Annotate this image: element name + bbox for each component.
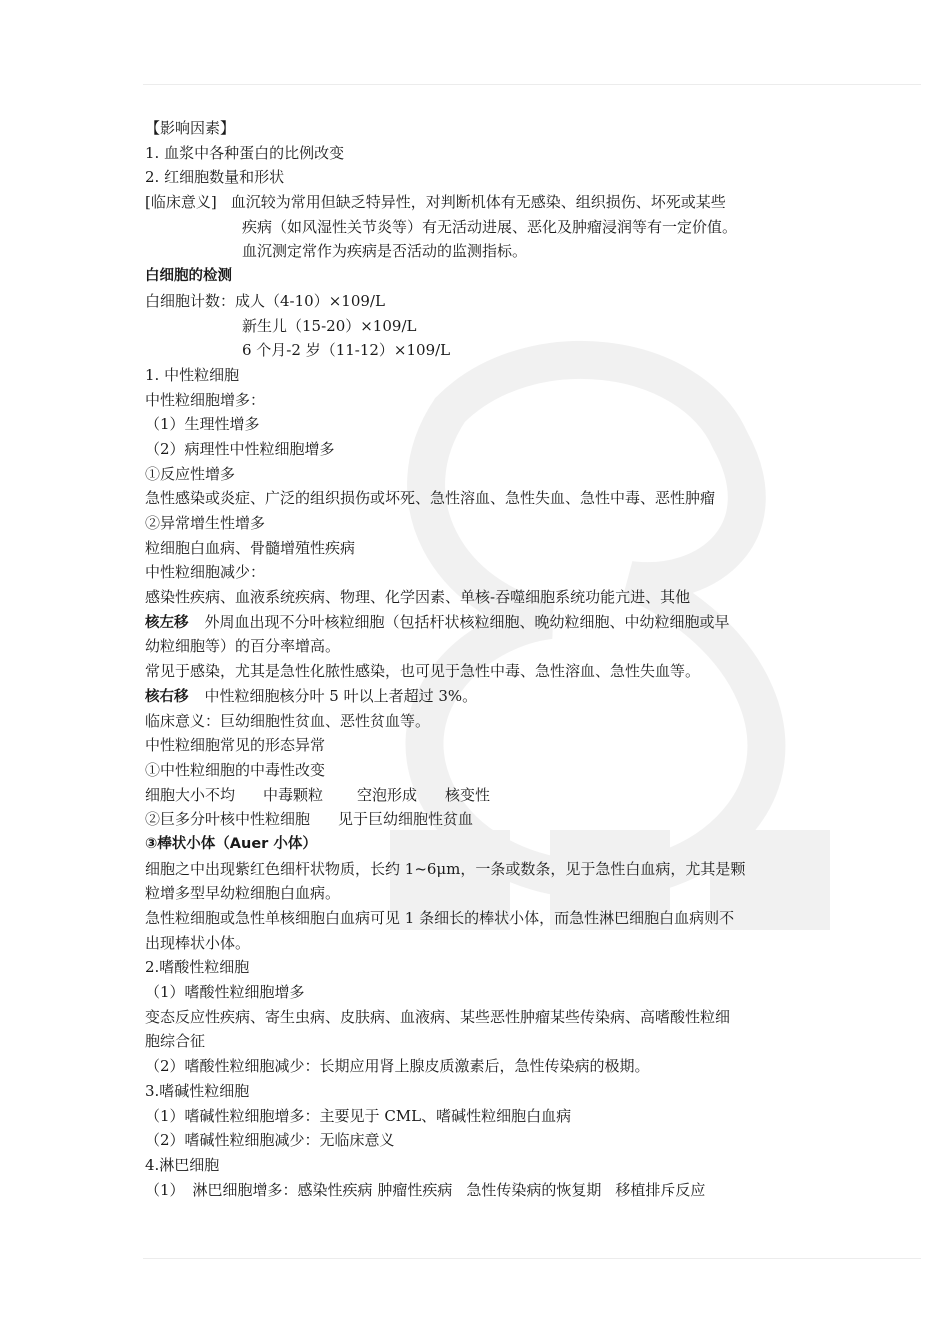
section-title-factors: 【影响因素】 xyxy=(145,119,236,137)
header-rule xyxy=(143,84,921,85)
clinical-significance-label: [临床意义] xyxy=(145,193,217,212)
section-title-wbc: 白细胞的检测 xyxy=(145,268,232,285)
lymphocyte-recovery: 急性传染病的恢复期 xyxy=(466,1180,602,1199)
neutrophil-increase-title: 中性粒细胞增多： xyxy=(145,390,266,409)
toxic-change-items xyxy=(145,783,815,808)
toxic-item-nuclear: 核变性 xyxy=(445,785,491,804)
right-shift-definition: 中性粒细胞核分叶 5 叶以上者超过 3%。 xyxy=(204,686,478,705)
neutrophil-physiological: （1）生理性增多 xyxy=(145,415,260,434)
lymphocyte-increase-causes: 淋巴细胞增多：感染性疾病 肿瘤性疾病 xyxy=(192,1180,453,1199)
wbc-count-label: 白细胞计数： xyxy=(145,291,236,310)
wbc-count-adult-value: 成人（4-10）×109/L xyxy=(235,291,385,310)
left-shift-line-2: 幼粒细胞等）的百分率增高。 xyxy=(145,637,341,656)
eosinophil-decrease: （2）嗜酸性粒细胞减少：长期应用肾上腺皮质激素后，急性传染病的极期。 xyxy=(145,1057,650,1076)
wbc-count-adult xyxy=(145,289,815,314)
morphology-abnormal-title: 中性粒细胞常见的形态异常 xyxy=(145,736,326,755)
reactive-increase: ①反应性增多 xyxy=(145,464,236,483)
heading-eosinophil: 2.嗜酸性粒细胞 xyxy=(145,958,250,977)
auer-body-desc-1: 细胞之中出现紫红色细杆状物质，长约 1~6μm，一条或数条，见于急性白血病，尤其是颗 xyxy=(145,859,746,878)
clinical-significance-line-2: 疾病（如风湿性关节炎等）有无活动进展、恶化及肿瘤浸润等有一定价值。 xyxy=(242,217,738,236)
lymphocyte-transplant: 移植排斥反应 xyxy=(615,1180,706,1199)
heading-neutrophil: 1. 中性粒细胞 xyxy=(145,365,240,384)
clinical-significance-line-1 xyxy=(145,190,815,215)
footer-rule xyxy=(143,1258,921,1259)
left-shift-definition: 外周血出现不分叶核粒细胞（包括杆状核粒细胞、晚幼粒细胞、中幼粒细胞或早 xyxy=(204,612,730,631)
toxic-item-granules: 中毒颗粒 xyxy=(263,785,324,804)
toxic-change-title: ①中性粒细胞的中毒性改变 xyxy=(145,760,326,779)
eosinophil-increase-title: （1）嗜酸性粒细胞增多 xyxy=(145,983,305,1002)
right-shift-line xyxy=(145,684,815,709)
right-shift-clinical: 临床意义：巨幼细胞性贫血、恶性贫血等。 xyxy=(145,711,431,730)
hypersegmented-term: ②巨多分叶核中性粒细胞 xyxy=(145,810,311,829)
lymphocyte-increase xyxy=(145,1178,815,1203)
clinical-significance-line-3: 血沉测定常作为疾病是否活动的监测指标。 xyxy=(242,242,528,261)
neutrophil-decrease-title: 中性粒细胞减少： xyxy=(145,563,266,582)
hypersegmented-line xyxy=(145,807,815,832)
heading-lymphocyte: 4.淋巴细胞 xyxy=(145,1155,220,1174)
left-shift-term: 核左移 xyxy=(145,614,189,631)
factor-item-1: 1. 血浆中各种蛋白的比例改变 xyxy=(145,143,345,162)
hypersegmented-note: 见于巨幼细胞性贫血 xyxy=(338,810,474,829)
auer-body-title: ③棒状小体（Auer 小体） xyxy=(145,835,317,852)
eosinophil-increase-causes-1: 变态反应性疾病、寄生虫病、皮肤病、血液病、某些恶性肿瘤某些传染病、高嗜酸性粒细 xyxy=(145,1007,731,1026)
basophil-increase: （1）嗜碱性粒细胞增多：主要见于 CML、嗜碱性粒细胞白血病 xyxy=(145,1106,572,1125)
reactive-increase-causes: 急性感染或炎症、广泛的组织损伤或坏死、急性溶血、急性失血、急性中毒、恶性肿瘤 xyxy=(145,489,716,508)
lymphocyte-item-number: （1） xyxy=(145,1180,185,1199)
abnormal-proliferative-increase: ②异常增生性增多 xyxy=(145,514,266,532)
clinical-significance-text-1: 血沉较为常用但缺乏特异性，对判断机体有无感染、组织损伤、坏死或某些 xyxy=(230,193,726,212)
toxic-item-vacuoles: 空泡形成 xyxy=(357,785,418,804)
neutrophil-decrease-causes: 感染性疾病、血液系统疾病、物理、化学因素、单核-吞噬细胞系统功能亢进、其他 xyxy=(145,588,691,607)
wbc-count-newborn: 新生儿（15-20）×109/L xyxy=(242,316,417,335)
eosinophil-increase-causes-2: 胞综合征 xyxy=(145,1032,206,1051)
abnormal-proliferative-causes: 粒细胞白血病、骨髓增殖性疾病 xyxy=(145,538,356,557)
left-shift-line-1 xyxy=(145,610,815,635)
neutrophil-pathological: （2）病理性中性粒细胞增多 xyxy=(145,439,335,458)
document-page xyxy=(145,116,815,1202)
wbc-count-infant: 6 个月-2 岁（11-12）×109/L xyxy=(242,341,451,360)
toxic-item-size: 细胞大小不均 xyxy=(145,785,236,804)
right-shift-term: 核右移 xyxy=(145,688,189,705)
auer-body-desc-4: 出现棒状小体。 xyxy=(145,933,251,952)
basophil-decrease: （2）嗜碱性粒细胞减少：无临床意义 xyxy=(145,1131,395,1150)
auer-body-desc-3: 急性粒细胞或急性单核细胞白血病可见 1 条细长的棒状小体，而急性淋巴细胞白血病则不 xyxy=(145,909,735,927)
factor-item-2: 2. 红细胞数量和形状 xyxy=(145,168,285,187)
left-shift-causes: 常见于感染，尤其是急性化脓性感染，也可见于急性中毒、急性溶血、急性失血等。 xyxy=(145,662,701,681)
auer-body-desc-2: 粒增多型早幼粒细胞白血病。 xyxy=(145,884,341,903)
heading-basophil: 3.嗜碱性粒细胞 xyxy=(145,1081,250,1100)
